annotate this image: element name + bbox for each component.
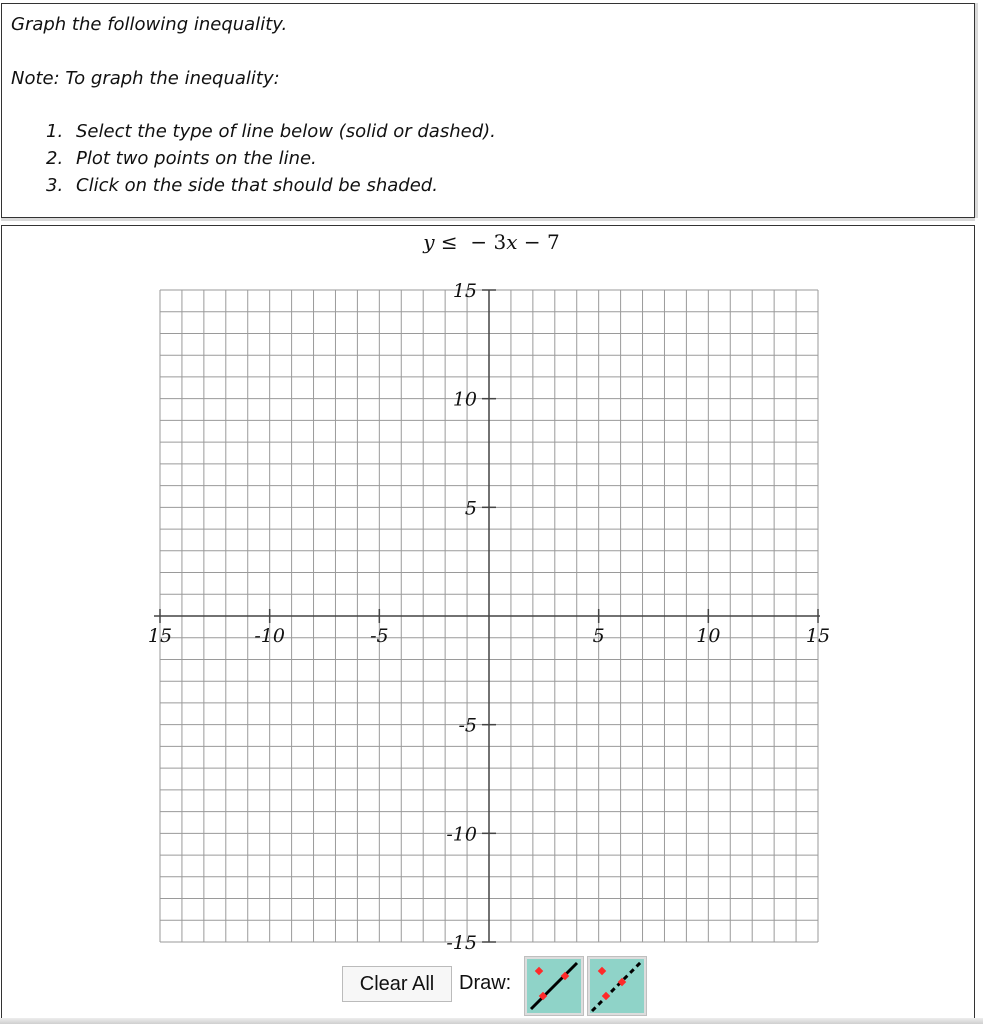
x-tick-label: 5 [592, 625, 605, 647]
step-item: 2. Plot two points on the line. [46, 148, 317, 169]
x-tick-label: 15 [147, 625, 173, 647]
y-tick-label: 10 [452, 388, 477, 411]
x-tick-label: -10 [254, 625, 285, 647]
step-item: 1. Select the type of line below (solid or dashed). [46, 121, 496, 142]
y-tick-label: 15 [452, 280, 477, 302]
clear-all-button[interactable]: Clear All [342, 966, 452, 1002]
instructions-title: Graph the following inequality. [11, 14, 288, 35]
step-item: 3. Click on the side that should be shaded. [46, 175, 438, 196]
y-tick-label: -15 [446, 932, 477, 954]
x-tick-label: 10 [696, 625, 721, 647]
draw-label: Draw: [459, 972, 512, 994]
y-tick-label: -5 [458, 714, 477, 737]
x-tick-label: 15 [805, 625, 831, 647]
inequality-equation: y ≤ − 3x − 7 [423, 230, 560, 254]
y-tick-label: 5 [464, 497, 477, 520]
dashed-line-tool-button[interactable] [587, 956, 647, 1016]
bottom-divider [0, 1018, 983, 1024]
solid-line-tool-button[interactable] [524, 956, 584, 1016]
instructions-note: Note: To graph the inequality: [11, 68, 280, 89]
solid-line-icon [525, 957, 583, 1015]
y-tick-label: -10 [446, 823, 477, 846]
x-tick-label: -5 [370, 625, 389, 647]
dashed-line-icon [588, 957, 646, 1015]
